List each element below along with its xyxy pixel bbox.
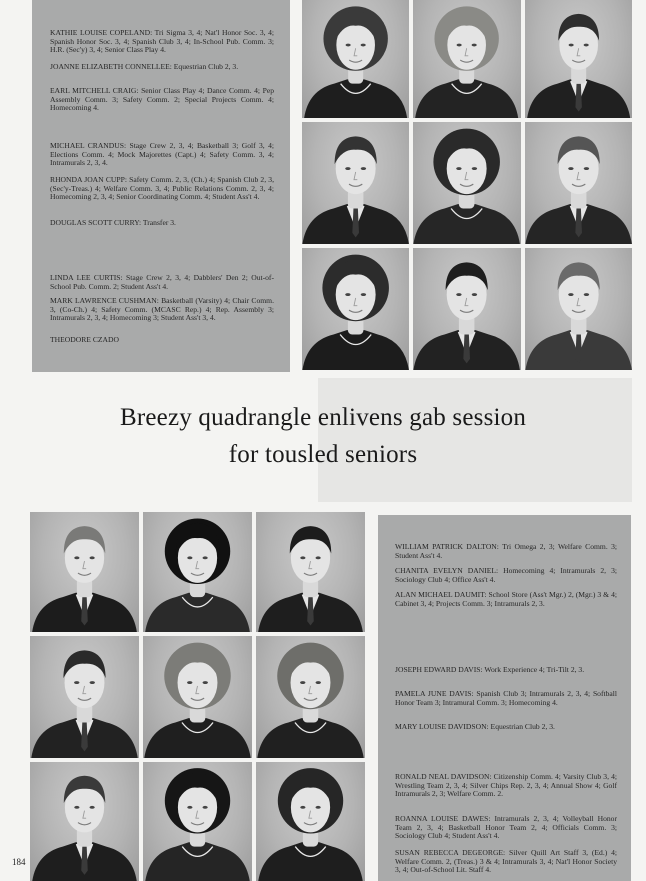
senior-entry: THEODORE CZADO xyxy=(50,335,119,344)
senior-entry: EARL MITCHELL CRAIG: Senior Class Play 4; Dance Comm. 4; Pep Assembly Comm. 3; Safety Comm. 2; Special Projects Comm. 4; Homecoming 4. xyxy=(50,86,274,113)
senior-portrait-photo xyxy=(143,512,252,632)
bottom-caption-panel xyxy=(378,515,631,881)
senior-portrait-photo xyxy=(256,636,365,758)
senior-portrait-photo xyxy=(302,0,409,118)
senior-entry: MARY LOUISE DAVIDSON: Equestrian Club 2, 3. xyxy=(395,722,555,731)
senior-entry: MARK LAWRENCE CUSHMAN: Basketball (Varsity) 4; Chair Comm. 3, (Co-Ch.) 4; Safety Comm. (MCASC Rep.) 4; Rep. Assembly 3; Intramurals 2, 3, 4; Homecoming 3; Student Ass't 3, 4. xyxy=(50,296,274,323)
senior-entry: JOSEPH EDWARD DAVIS: Work Experience 4; Tri-Tilt 2, 3. xyxy=(395,665,585,674)
senior-entry: MICHAEL CRANDUS: Stage Crew 2, 3, 4; Basketball 3; Golf 3, 4; Elections Comm. 4; Mock Majorettes (Capt.) 4; Safety Comm. 3, 4; Intramurals 2, 3, 4. xyxy=(50,141,274,168)
top-caption-panel xyxy=(32,0,290,372)
senior-portrait-photo xyxy=(30,762,139,881)
background-photo-strip xyxy=(318,378,632,502)
senior-portrait-photo xyxy=(525,122,632,244)
bottom-portrait-grid xyxy=(30,512,365,881)
senior-portrait-photo xyxy=(143,636,252,758)
senior-entry: WILLIAM PATRICK DALTON: Tri Omega 2, 3; Welfare Comm. 3; Student Ass't 4. xyxy=(395,542,617,560)
headline-line-1: Breezy quadrangle enlivens gab session xyxy=(119,404,527,431)
senior-entry: LINDA LEE CURTIS: Stage Crew 2, 3, 4; Dabblers' Den 2; Out-of-School Pub. Comm. 2; Student Ass't 4. xyxy=(50,273,274,291)
senior-entry: SUSAN REBECCA DEGEORGE: Silver Quill Art Staff 3, (Ed.) 4; Welfare Comm. 2, (Treas.) 3 & 4; Intramurals 3, 4; Nat'l Honor Society 3, 4; Out-of-School Lit. Staff 4. xyxy=(395,848,617,875)
senior-entry: RHONDA JOAN CUPP: Safety Comm. 2, 3, (Ch.) 4; Spanish Club 2, 3, (Sec'y-Treas.) 4; Welfare Comm. 3, 4; Public Relations Comm. 2, 3, 4; Homecoming 2, 3, 4; Senior Coordinating Comm. 4; Student Ass't 4. xyxy=(50,175,274,202)
senior-entry: DOUGLAS SCOTT CURRY: Transfer 3. xyxy=(50,218,176,227)
senior-portrait-photo xyxy=(302,122,409,244)
senior-portrait-photo xyxy=(256,762,365,881)
senior-portrait-photo xyxy=(30,636,139,758)
page-number: 184 xyxy=(12,857,26,867)
senior-portrait-photo xyxy=(302,248,409,370)
senior-portrait-photo xyxy=(30,512,139,632)
senior-entry: ALAN MICHAEL DAUMIT: School Store (Ass't Mgr.) 2, (Mgr.) 3 & 4; Cabinet 3, 4; Projects Comm. 3; Intramurals 2, 3. xyxy=(395,590,617,608)
senior-entry: KATHIE LOUISE COPELAND: Tri Sigma 3, 4; Nat'l Honor Soc. 3, 4; Spanish Honor Soc. 3, 4; Spanish Club 3, 4; In-School Pub. Comm. 3; H.R. (Sec'y) 3, 4; Senior Class Play 4. xyxy=(50,28,274,55)
top-portrait-grid xyxy=(302,0,632,374)
senior-portrait-photo xyxy=(525,248,632,370)
senior-entry: ROANNA LOUISE DAWES: Intramurals 2, 3, 4; Volleyball Honor Team 2, 3, 4; Basketball Honor Team 2, 4; Officials Comm. 3; Sociology Club 4; Student Ass't 4. xyxy=(395,814,617,841)
headline-line-2: for tousled seniors xyxy=(228,441,418,468)
senior-portrait-photo xyxy=(413,122,520,244)
senior-portrait-photo xyxy=(413,248,520,370)
senior-portrait-photo xyxy=(143,762,252,881)
senior-entry: PAMELA JUNE DAVIS: Spanish Club 3; Intramurals 2, 3, 4; Softball Honor Team 3; Intramural Comm. 3; Homecoming 4. xyxy=(395,689,617,707)
senior-portrait-photo xyxy=(413,0,520,118)
senior-entry: JOANNE ELIZABETH CONNELLEE: Equestrian Club 2, 3. xyxy=(50,62,239,71)
senior-entry: RONALD NEAL DAVIDSON: Citizenship Comm. 4; Varsity Club 3, 4; Wrestling Team 2, 3, 4; Silver Chips Rep. 2, 3, 4; Annual Show 4; Golf Intramurals 2, 3; Welfare Comm. 2. xyxy=(395,772,617,799)
senior-entry: CHANITA EVELYN DANIEL: Homecoming 4; Intramurals 2, 3; Sociology Club 4; Office Ass't 4. xyxy=(395,566,617,584)
senior-portrait-photo xyxy=(525,0,632,118)
senior-portrait-photo xyxy=(256,512,365,632)
